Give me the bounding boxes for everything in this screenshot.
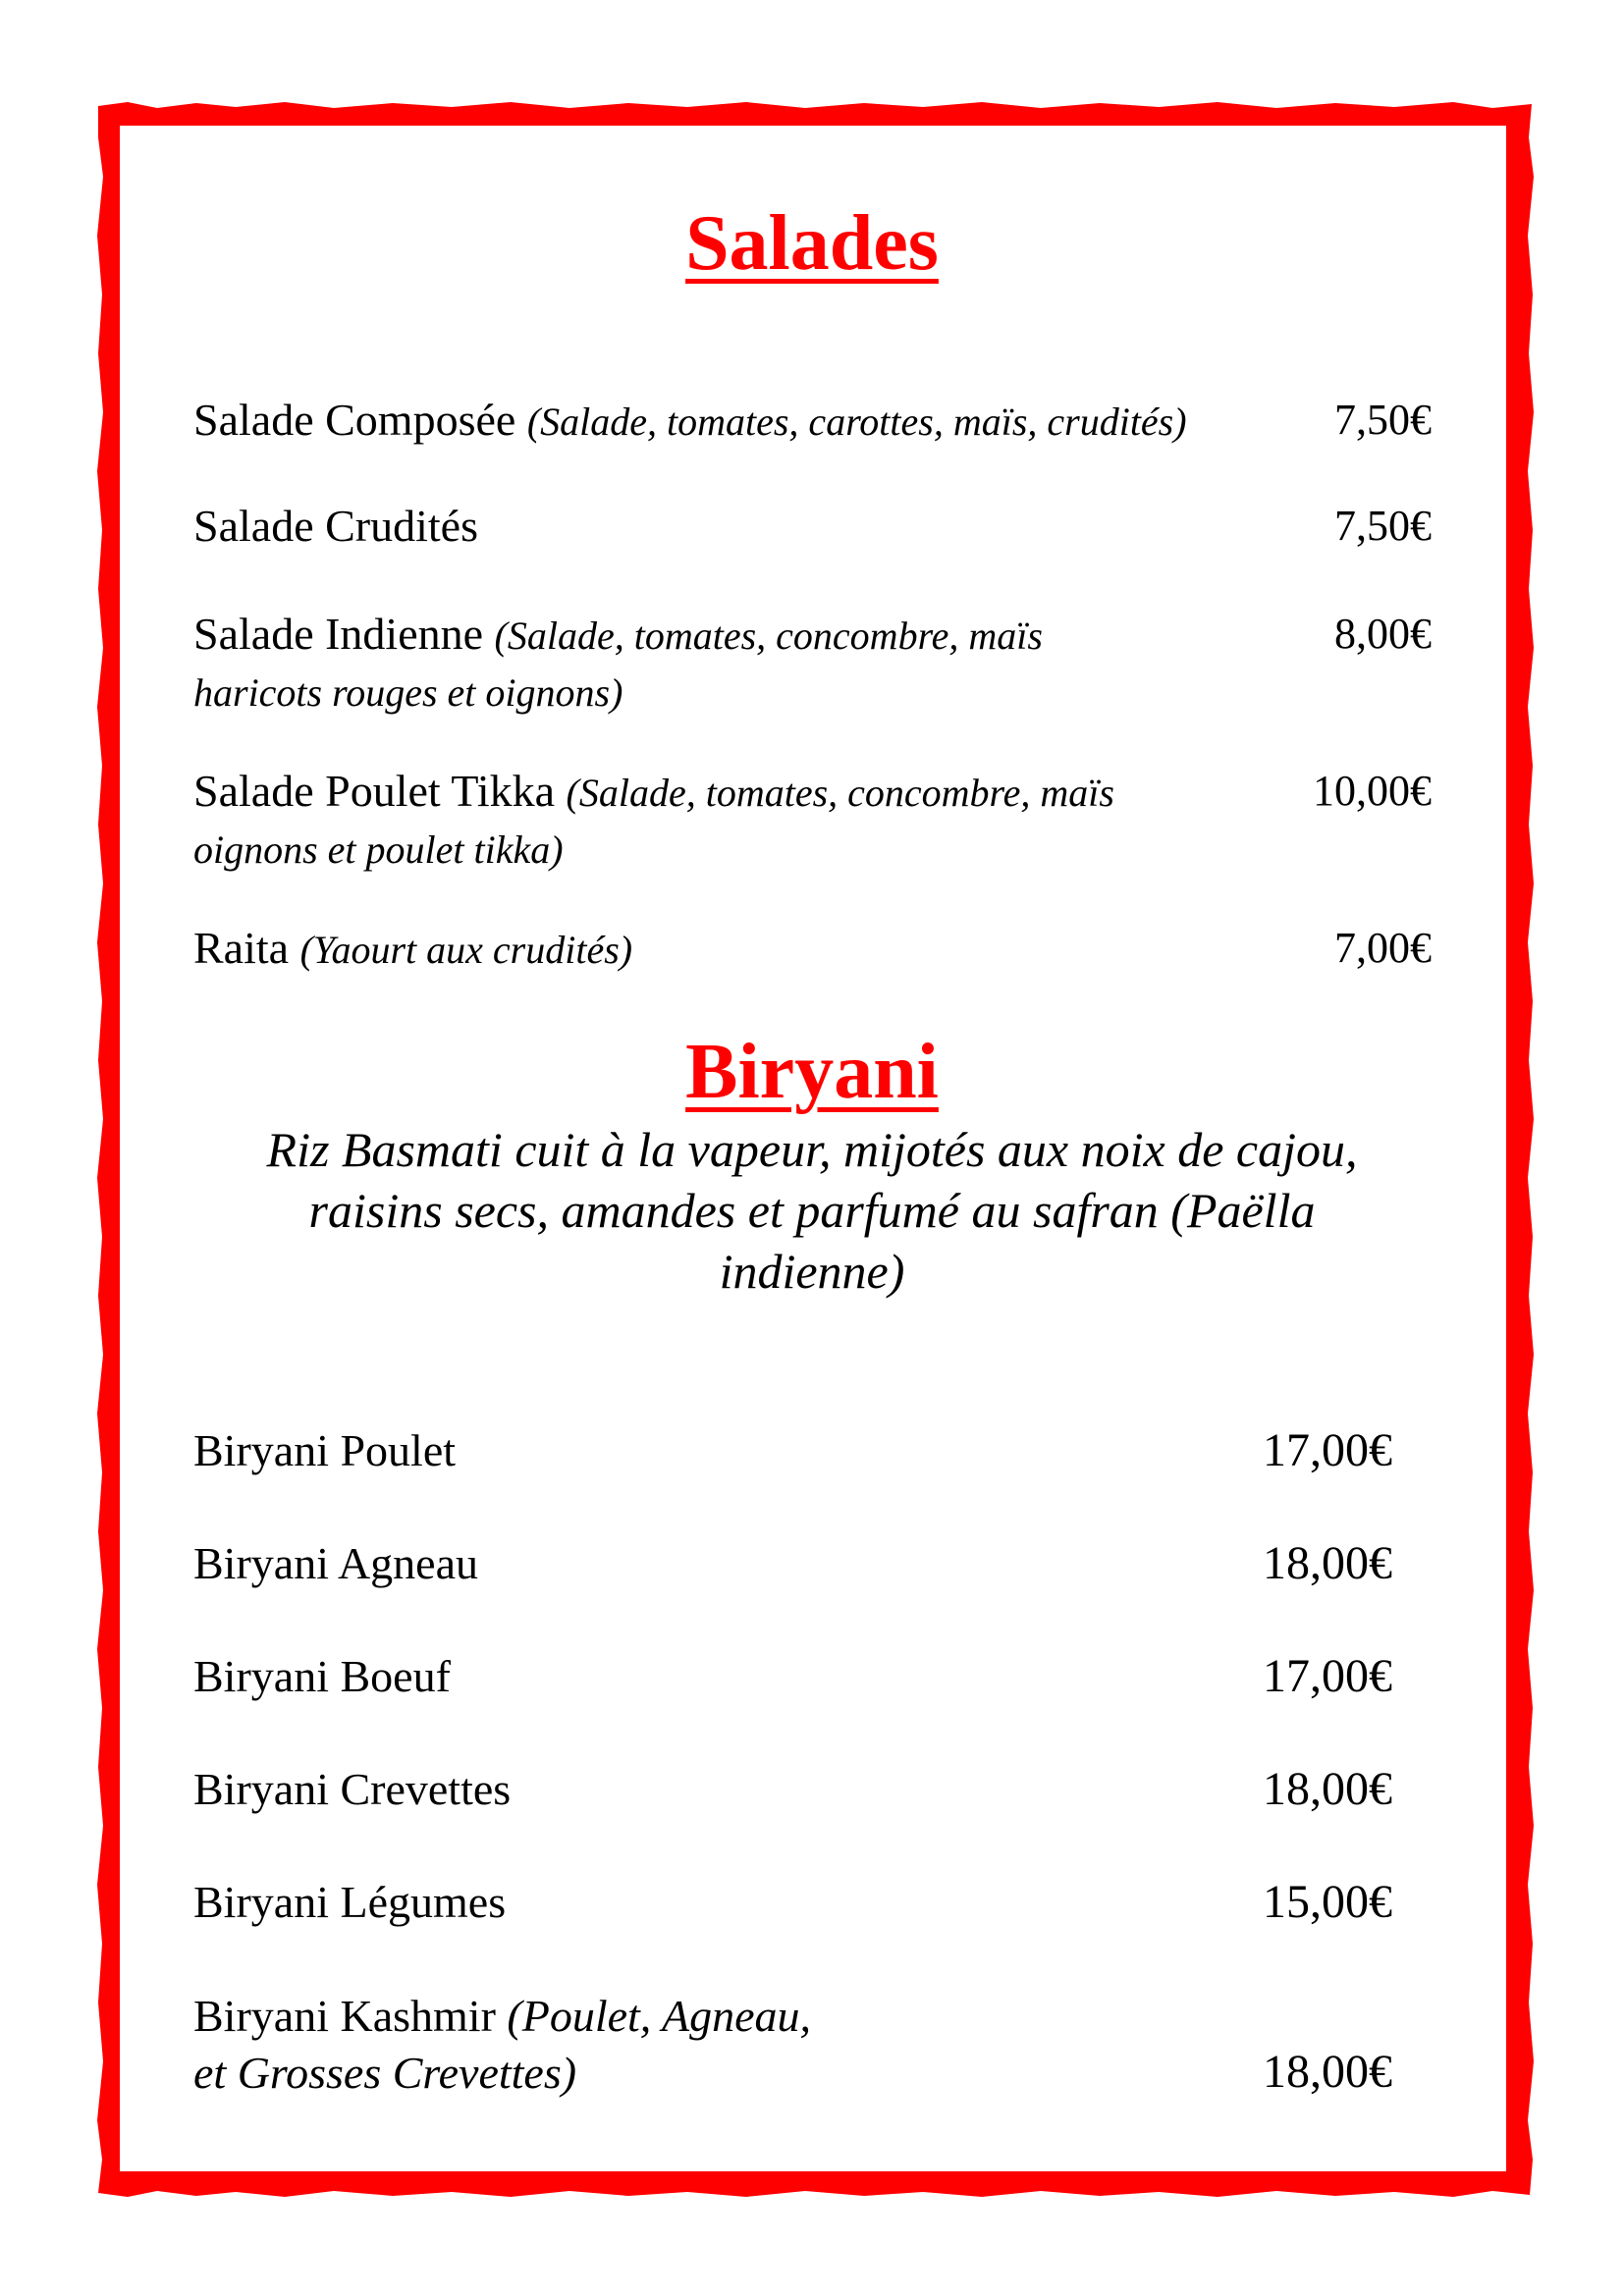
item-description: (Yaourt aux crudités) (299, 928, 633, 972)
biryani-poulet-price: 17,00€ (1263, 1424, 1392, 1476)
salade-poulet-tikka-item (193, 764, 1114, 878)
item-name: Salade Indienne (193, 609, 484, 659)
salade-crudites-item (193, 499, 478, 554)
biryani-legumes-price: 15,00€ (1263, 1876, 1392, 1928)
item-description-cont: haricots rouges et oignons) (193, 670, 623, 715)
biryani-intro (177, 1119, 1447, 1302)
intro-line: raisins secs, amandes et parfumé au safran (Paëlla (308, 1183, 1316, 1238)
item-name: Salade Crudités (193, 501, 478, 551)
item-description: (Poulet, Agneau, (507, 1991, 811, 2041)
salade-poulet-tikka-price: 10,00€ (1313, 767, 1432, 815)
item-description-cont: oignons et poulet tikka) (193, 828, 564, 872)
biryani-legumes-item: Biryani Légumes (193, 1877, 507, 1927)
salade-indienne-item (193, 607, 1043, 721)
intro-line: indienne) (719, 1244, 905, 1299)
biryani-kashmir-price: 18,00€ (1263, 2046, 1392, 2098)
raita-price: 7,00€ (1334, 924, 1432, 972)
salade-indienne-price: 8,00€ (1334, 610, 1432, 658)
salades-title: Salades (685, 200, 939, 287)
item-name: Salade Composée (193, 395, 516, 445)
biryani-title: Biryani (685, 1029, 939, 1115)
item-description: (Salade, tomates, concombre, maïs (566, 771, 1114, 815)
biryani-kashmir-item (193, 1988, 811, 2102)
salade-composee-price: 7,50€ (1334, 396, 1432, 444)
biryani-boeuf-item: Biryani Boeuf (193, 1651, 451, 1701)
biryani-agneau-item: Biryani Agneau (193, 1538, 478, 1588)
item-name: Biryani Kashmir (193, 1991, 496, 2041)
item-description: (Salade, tomates, concombre, maïs (494, 614, 1043, 658)
item-name: Salade Poulet Tikka (193, 766, 556, 816)
intro-line: Riz Basmati cuit à la vapeur, mijotés aux noix de cajou, (266, 1122, 1358, 1177)
item-description: (Salade, tomates, carottes, maïs, crudités) (526, 400, 1187, 444)
item-name: Raita (193, 923, 290, 973)
biryani-crevettes-item: Biryani Crevettes (193, 1764, 512, 1814)
raita-item (193, 921, 632, 978)
biryani-agneau-price: 18,00€ (1263, 1537, 1392, 1589)
salade-composee-item (193, 393, 1187, 450)
biryani-crevettes-price: 18,00€ (1263, 1763, 1392, 1815)
item-description-cont: et Grosses Crevettes) (193, 2048, 577, 2098)
salade-crudites-price: 7,50€ (1334, 502, 1432, 550)
biryani-poulet-item: Biryani Poulet (193, 1425, 457, 1475)
biryani-boeuf-price: 17,00€ (1263, 1650, 1392, 1702)
